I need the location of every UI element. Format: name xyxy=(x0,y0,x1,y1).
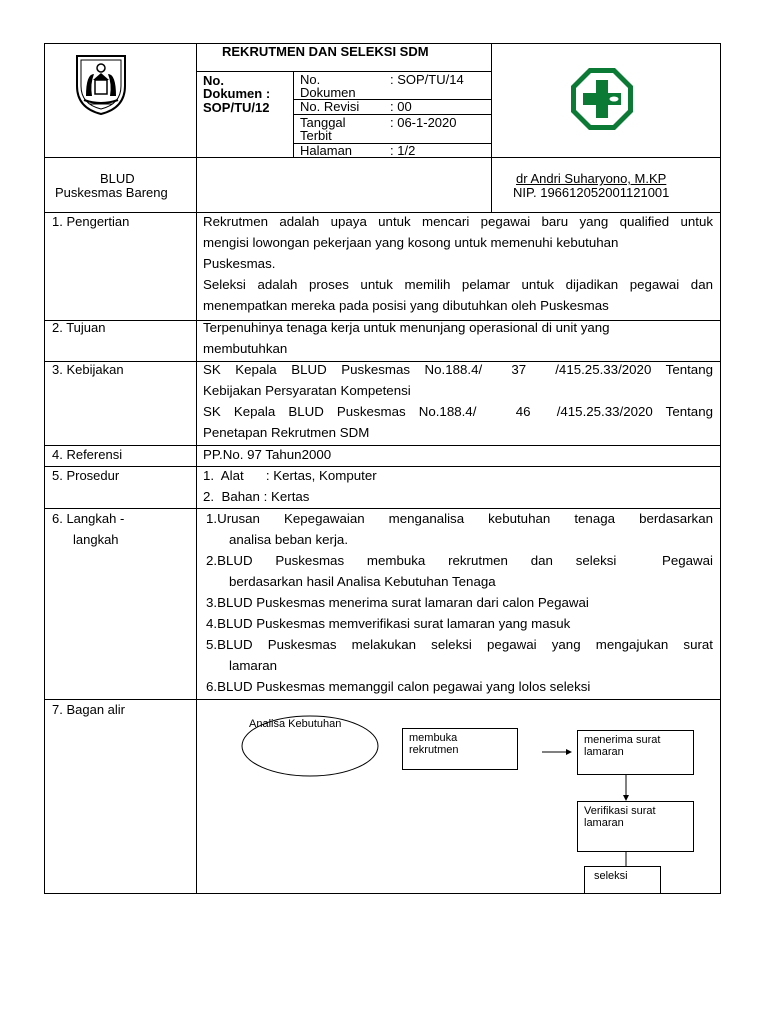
doc-number-label: No. xyxy=(203,73,224,88)
section-label-prosedur: 5. Prosedur xyxy=(52,468,120,483)
meta-label: Dokumen xyxy=(300,85,356,100)
signer-nip: NIP. 196612052001121001 xyxy=(513,185,670,200)
section-content-kebijakan: SK Kepala BLUD Puskesmas No.188.4/ 37 /415.25.33/2020 Tentang Kebijakan Persyaratan Kompetensi SK Kepala BLUD Puskesmas No.188.4/ 46 /415.25.33/2020 Tentang Penetapan Rekrutmen SDM xyxy=(203,362,713,440)
org-name: BLUD xyxy=(100,171,135,186)
flow-node-seleksi: seleksi xyxy=(584,866,661,893)
meta-label: No. Revisi xyxy=(300,99,360,114)
doc-number-label: Dokumen : xyxy=(203,86,271,101)
section-label-referensi: 4. Referensi xyxy=(52,447,123,462)
meta-label: Terbit xyxy=(300,128,332,143)
section-label-kebijakan: 3. Kebijakan xyxy=(52,362,124,377)
puskesmas-cross-logo xyxy=(569,66,635,132)
section-label-pengertian: 1. Pengertian xyxy=(52,214,130,229)
flow-node-analisa-label: Analisa Kebutuhan xyxy=(249,718,342,730)
meta-value: : SOP/TU/14 xyxy=(390,72,464,87)
meta-value: : 00 xyxy=(390,99,412,114)
section-label-langkah: langkah xyxy=(73,532,119,547)
flow-node-membuka: membuka rekrutmen xyxy=(402,728,518,770)
org-name: Puskesmas Bareng xyxy=(55,185,168,200)
document-title: REKRUTMEN DAN SELEKSI SDM xyxy=(222,44,429,59)
section-content-pengertian: Rekrutmen adalah upaya untuk mencari pegawai baru yang qualified untuk mengisi lowongan pekerjaan yang kosong untuk memenuhi kebutuhan Puskesmas. Seleksi adalah proses untuk memilih pelamar untuk dijadikan pegawai dan menempatkan mereka pada posisi yang dibutuhkan oleh Puskesmas xyxy=(203,214,713,313)
flow-node-menerima: menerima surat lamaran xyxy=(577,730,694,775)
meta-value: : 06-1-2020 xyxy=(390,115,457,130)
section-label-langkah: 6. Langkah - xyxy=(52,511,125,526)
regency-emblem-logo xyxy=(74,52,128,116)
flow-node-verifikasi: Verifikasi surat lamaran xyxy=(577,801,694,852)
signer-name: dr Andri Suharyono, M.KP xyxy=(516,171,667,186)
meta-label: Tanggal xyxy=(300,115,346,130)
meta-label: Halaman xyxy=(300,143,353,158)
section-label-tujuan: 2. Tujuan xyxy=(52,320,106,335)
doc-number-code: SOP/TU/12 xyxy=(203,100,270,115)
meta-value: : 1/2 xyxy=(390,143,416,158)
section-label-bagan: 7. Bagan alir xyxy=(52,702,125,717)
section-content-prosedur: 1. Alat : Kertas, Komputer 2. Bahan : Kertas xyxy=(203,468,377,504)
meta-label: No. xyxy=(300,72,321,87)
section-content-referensi: PP.No. 97 Tahun2000 xyxy=(203,447,332,462)
section-content-tujuan: Terpenuhinya tenaga kerja untuk menunjang operasional di unit yang membutuhkan xyxy=(203,320,610,356)
section-content-langkah: 1.Urusan Kepegawaian menganalisa kebutuhan tenaga berdasarkan analisa beban kerja. 2.BLUD Puskesmas membuka rekrutmen dan seleksi Pegawai berdasarkan hasil Analisa Kebutuhan Tenaga 3.BLUD Puskesmas menerima surat lamaran dari calon Pegawai 4.BLUD Puskesmas memverifikasi surat lamaran yang masuk 5.BLUD Puskesmas melakukan seleksi pegawai yang mengajukan surat lamaran 6.BLUD Puskesmas memanggil calon pegawai yang lolos seleksi xyxy=(206,511,713,694)
